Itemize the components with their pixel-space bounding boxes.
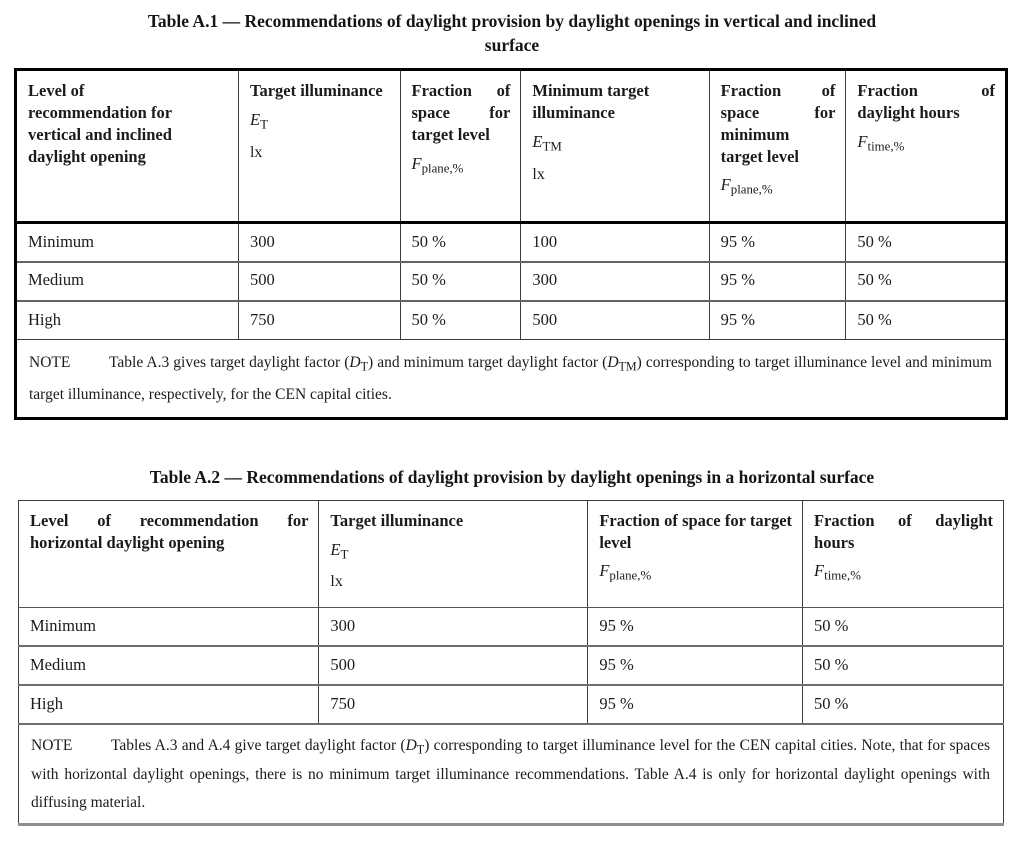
table-a2: [18, 500, 1004, 826]
table-a2-note-row: [19, 724, 1004, 824]
table-cell: 50 %: [803, 685, 1004, 724]
table-row-medium: [16, 262, 1007, 301]
table-a2-header-fraction-space-target: [588, 500, 803, 607]
table-cell: High: [19, 685, 319, 724]
header-label: Fraction of space for minimum target level: [720, 81, 836, 166]
table-cell: Minimum: [30, 615, 97, 635]
table-cell: 500: [521, 301, 709, 340]
table-a1-note-row: [16, 340, 1007, 419]
table-a2-note: NOTE Tables A.3 and A.4 give target daylight factor $(D_T)$ corresponding to target illuminance level for the CEN capital cities. Note, that for spaces with horizontal daylight openings, there is no minimum target illuminance recommendations. Table A.4 is only for horizontal daylight openings with diffusing material.: [19, 724, 1004, 824]
table-a2-header-level: [19, 500, 319, 607]
table-row-minimum: [16, 223, 1007, 262]
unit-lx: lx: [249, 143, 263, 161]
note-label: NOTE: [31, 737, 73, 755]
note-text: ) corresponding to target illuminance level for the CEN capital cities. Note, that for spaces with horizontal daylight openings, there is no minimum target illuminance recommendations. Table A.4 is only for horizontal daylight openings with diffusing material.: [31, 737, 990, 811]
symbol-fplane: $F_{plane,\%}$: [411, 153, 464, 176]
table-cell: Minimum: [28, 231, 95, 251]
table-cell: 100: [521, 223, 709, 262]
header-label: Level of recommendation for horizontal daylight opening: [30, 510, 309, 552]
table-row-high: [16, 301, 1007, 340]
table-a2-header-row: [19, 500, 1004, 607]
note-text: Tables A.3 and A.4 give target daylight factor (: [111, 737, 406, 755]
table-cell: 300: [521, 262, 709, 301]
table-cell: 95 %: [709, 223, 846, 262]
symbol-dt: D: [405, 737, 417, 755]
header-label: Minimum target illuminance: [532, 81, 650, 123]
table-a1-note: NOTE Table A.3 gives target daylight factor $(D_T)$ and minimum target daylight factor $(D_{TM})$ corresponding to target illuminance level and minimum target illuminance, respectively, for the CEN capital cities.: [16, 340, 1007, 419]
table-cell: 50 %: [846, 223, 1007, 262]
table-cell: 50 %: [400, 223, 521, 262]
table-a2-header-target-illuminance: [319, 500, 588, 607]
table-cell: 50 %: [400, 262, 521, 301]
table-cell: 50 %: [803, 607, 1004, 646]
symbol-ftime: $F_{time,\%}$: [857, 131, 905, 154]
symbol-fplane: $F_{plane,\%}$: [720, 175, 773, 197]
symbol-fplane: $F_{plane,\%}$: [599, 561, 652, 584]
header-label: Target illuminance: [249, 81, 383, 101]
table-a1-header-fraction-daylight-hours: [846, 70, 1007, 223]
header-label: Fraction of daylight hours: [857, 81, 995, 123]
table-a1-header-level: [16, 70, 239, 223]
header-label: Fraction of space for target level: [599, 510, 793, 552]
table-a1: [14, 68, 1008, 420]
table-cell: High: [16, 301, 239, 340]
table-cell: 95 %: [588, 685, 803, 724]
table-cell: 50 %: [803, 646, 1004, 685]
header-label: Fraction of space for target level: [411, 81, 511, 144]
header-label: Fraction of daylight hours: [814, 510, 993, 552]
table-a1-header-fraction-space-target: [400, 70, 521, 223]
table-cell: Medium: [16, 262, 239, 301]
unit-lx: lx: [330, 573, 343, 591]
table-a1-header-fraction-space-minimum: [709, 70, 846, 223]
table-a1-header-minimum-target-illuminance: [521, 70, 709, 223]
table-a2-title: Table A.2 — Recommendations of daylight provision by daylight openings in a horizontal surface: [149, 466, 875, 487]
table-cell: 500: [319, 646, 588, 685]
table-cell: 50 %: [400, 301, 521, 340]
table-cell: 50 %: [846, 262, 1007, 301]
table-a2-header-fraction-daylight-hours: [803, 500, 1004, 607]
table-cell: 95 %: [588, 607, 803, 646]
symbol-etm: $E_{TM}$: [532, 131, 562, 154]
symbol-ftime: $F_{time,\%}$: [814, 561, 861, 584]
table-cell: 300: [319, 607, 588, 646]
table-cell: 95 %: [588, 646, 803, 685]
table-a1-title: Table A.1 — Recommendations of daylight provision by daylight openings in vertical and inclined surface: [147, 11, 877, 56]
symbol-et: $E_T$: [249, 110, 268, 132]
table-row-medium: [19, 646, 1004, 685]
table-cell: 300: [238, 223, 400, 262]
symbol-dt: D: [349, 354, 361, 372]
note-label: NOTE: [29, 354, 71, 372]
note-text: ) and minimum target daylight factor (: [367, 354, 608, 372]
table-cell: 750: [238, 301, 400, 340]
unit-lx: lx: [532, 165, 545, 183]
header-label: Level of recommendation for vertical and inclined daylight opening: [28, 81, 172, 166]
table-a1-header-row: [16, 70, 1007, 223]
note-text: ) corresponding to target illuminance level and minimum target illuminance, respectively, for the CEN capital cities.: [29, 354, 992, 404]
table-cell: 50 %: [846, 301, 1007, 340]
header-label: Target illuminance: [330, 510, 464, 530]
table-row-minimum: [19, 607, 1004, 646]
table-cell: 95 %: [709, 301, 846, 340]
table-cell: 500: [238, 262, 400, 301]
table-cell: Medium: [19, 646, 319, 685]
table-a1-header-target-illuminance: [238, 70, 400, 223]
table-cell: 750: [319, 685, 588, 724]
table-row-high: [19, 685, 1004, 724]
symbol-dtm: D: [607, 354, 619, 372]
note-text: Table A.3 gives target daylight factor (: [109, 354, 350, 372]
symbol-et: $E_T$: [330, 539, 349, 562]
table-cell: 95 %: [709, 262, 846, 301]
